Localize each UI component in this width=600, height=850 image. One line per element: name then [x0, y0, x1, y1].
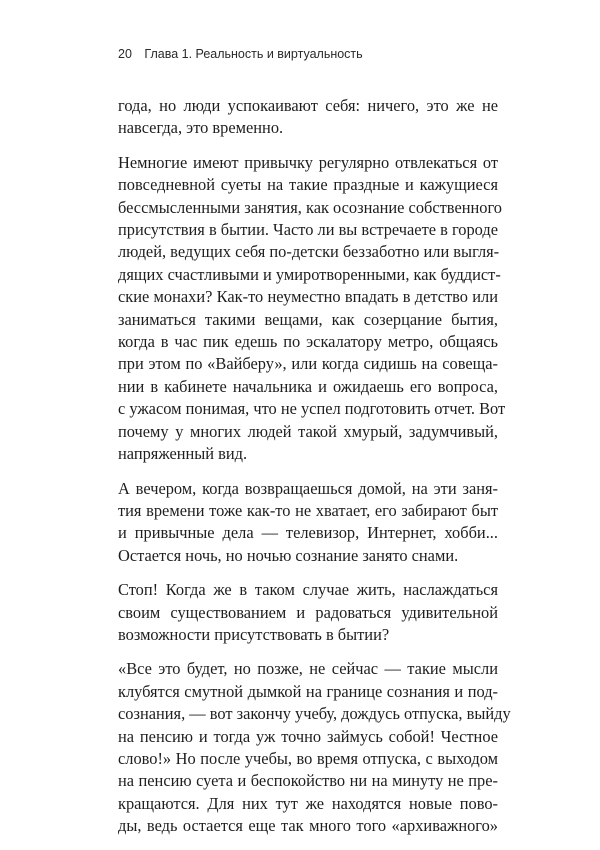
text-line: присутствия в бытии. Часто ли вы встречаете в городе	[118, 220, 498, 240]
text-line: клубятся смутной дымкой на границе сознания и под-	[118, 681, 498, 701]
text-line: слово!» Но после учебы, во время отпуска, с выходом	[118, 748, 498, 768]
body-text	[118, 95, 511, 850]
paragraph	[118, 152, 506, 466]
chapter-title: Глава 1. Реальность и виртуальность	[144, 47, 363, 61]
text-line: и привычные дела — телевизор, Интернет, хобби...	[118, 523, 498, 543]
text-line: бессмысленными занятия, как осознание собственного	[118, 197, 502, 217]
paragraph	[118, 95, 498, 140]
text-line: повседневной суеты на такие праздные и кажущиеся	[118, 175, 498, 195]
text-line: «Все это будет, но позже, не сейчас — такие мысли	[118, 659, 498, 679]
text-line: кращаются. Для них тут же находятся новые пово-	[118, 793, 498, 813]
page-number: 20	[118, 47, 132, 61]
text-line: с ужасом понимая, что не успел подготовить отчет. Вот	[118, 399, 506, 419]
text-line: на пенсию и тогда уж точно займусь собой! Честное	[118, 726, 498, 746]
text-line: при этом по «Вайберу», или когда сидишь на совеща-	[118, 354, 498, 374]
text-line: навсегда, это временно.	[118, 118, 284, 138]
text-line: когда в час пик едешь по эскалатору метро, общаясь	[118, 332, 498, 352]
text-line: почему у многих людей такой хмурый, задумчивый,	[118, 421, 498, 441]
text-line: своим существованием и радоваться удивительной	[118, 602, 498, 622]
text-line: ские монахи? Как-то неуместно впадать в детство или	[118, 287, 498, 307]
text-line: года, но люди успокаивают себя: ничего, это же не	[118, 96, 498, 115]
text-line: заниматься такими вещами, как созерцание бытия,	[118, 309, 498, 329]
paragraph	[118, 579, 498, 646]
text-line: людей, ведущих себя по-детски беззаботно или выгля-	[118, 242, 500, 262]
text-line: нии в кабинете начальника и ожидаешь его вопроса,	[118, 376, 498, 396]
text-line: сознания, — вот закончу учебу, дождусь отпуска, выйду	[118, 704, 511, 724]
text-line: напряженный вид.	[118, 444, 248, 464]
text-line: А вечером, когда возвращаешься домой, на эти заня-	[118, 478, 498, 498]
running-header	[118, 47, 363, 61]
text-line: дящих счастливыми и умиротворенными, как буддист-	[118, 264, 501, 284]
text-line: на пенсию суета и беспокойство ни на минуту не пре-	[118, 771, 498, 791]
paragraph	[118, 658, 511, 837]
text-line: Немногие имеют привычку регулярно отвлекаться от	[118, 152, 498, 172]
text-line: тия времени тоже как-то не хватает, его забирают быт	[118, 500, 498, 520]
text-line: Остается ночь, но ночью сознание занято снами.	[118, 545, 459, 565]
text-line: ды, ведь остается еще так много того «архиважного»	[118, 816, 498, 836]
text-line: Стоп! Когда же в таком случае жить, наслаждаться	[118, 580, 498, 600]
paragraph	[118, 478, 498, 568]
text-line: возможности присутствовать в бытии?	[118, 624, 390, 644]
